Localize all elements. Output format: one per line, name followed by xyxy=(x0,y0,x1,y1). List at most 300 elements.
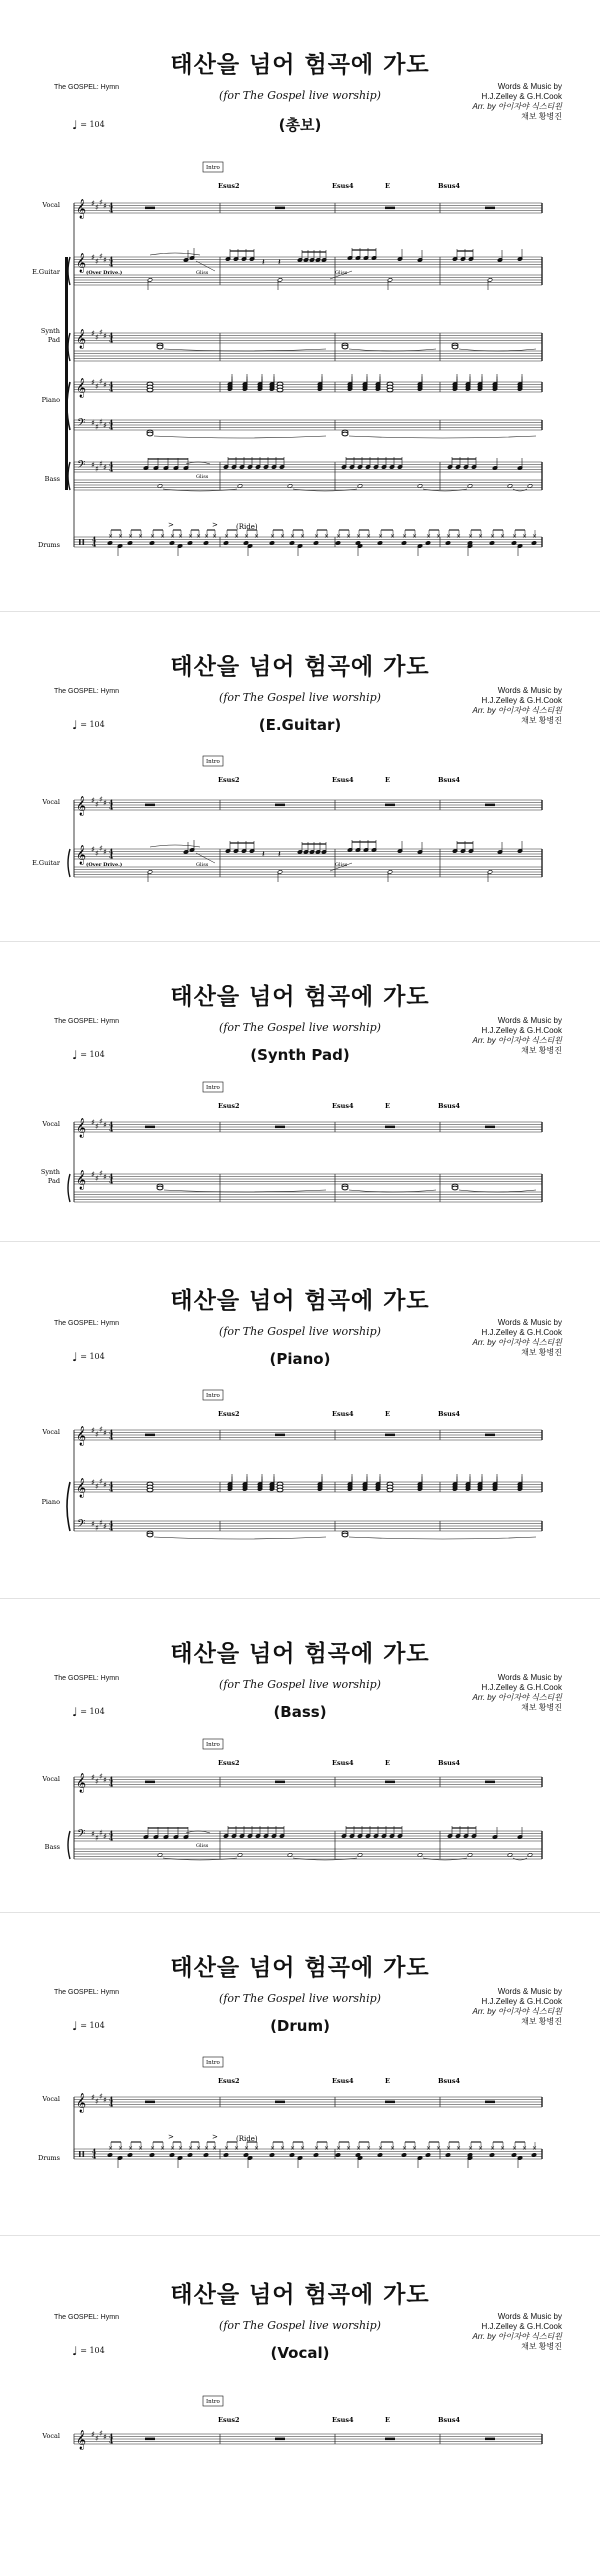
staff-brace xyxy=(68,849,70,877)
treble-clef: 𝄞 xyxy=(76,845,87,865)
cymbal-note: × xyxy=(290,533,296,540)
time-signature: 4 xyxy=(92,2153,97,2161)
credits-words-music: Words & Music by xyxy=(497,1318,562,1327)
time-signature: 4 xyxy=(109,207,114,215)
treble-clef: 𝄞 xyxy=(76,1118,87,1138)
cymbal-note: × xyxy=(436,533,442,540)
staff-pianoB xyxy=(74,417,542,438)
system-bracket xyxy=(65,257,68,490)
song-subtitle: (for The Gospel live worship) xyxy=(219,1678,381,1691)
cymbal-note: × xyxy=(366,2145,372,2152)
cymbal-note: × xyxy=(280,533,286,540)
quarter-note-icon: ♩ xyxy=(72,2019,78,2033)
cymbal-note: × xyxy=(270,533,276,540)
quarter-note-icon: ♩ xyxy=(72,2344,78,2358)
score-page xyxy=(0,2236,600,2572)
treble-clef: 𝄞 xyxy=(76,1773,87,1793)
chord-symbol: Esus2 xyxy=(218,2077,240,2085)
sharp-sign: ♯ xyxy=(91,1170,95,1179)
sharp-sign: ♯ xyxy=(95,1173,99,1183)
staff-pianoT xyxy=(74,1474,542,1498)
cymbal-note: × xyxy=(212,533,218,540)
staff-brace xyxy=(68,1174,70,1202)
sharp-sign: ♯ xyxy=(91,796,95,805)
sharp-sign: ♯ xyxy=(103,1428,107,1438)
chord-symbol: E xyxy=(385,776,390,784)
part-label: (Bass) xyxy=(273,1703,327,1721)
cymbal-note: × xyxy=(160,2145,166,2152)
chord-symbol: Esus2 xyxy=(218,776,240,784)
song-subtitle: (for The Gospel live worship) xyxy=(219,1992,381,2005)
time-signature: 4 xyxy=(109,332,114,340)
cymbal-note: × xyxy=(412,533,418,540)
whole-rest xyxy=(485,1126,495,1129)
sharp-sign: ♯ xyxy=(91,253,95,262)
hymn-label: The GOSPEL: Hymn xyxy=(54,1675,119,1682)
hymn-label: The GOSPEL: Hymn xyxy=(54,84,119,91)
instrument-label: E.Guitar xyxy=(32,268,60,276)
whole-rest xyxy=(485,2438,495,2441)
sharp-sign: ♯ xyxy=(95,332,99,342)
cymbal-note: × xyxy=(468,2145,474,2152)
credits-transcriber: 채보 황병진 xyxy=(521,1348,562,1357)
whole-rest xyxy=(145,1126,155,1129)
cymbal-note: × xyxy=(532,2145,538,2152)
cymbal-note: × xyxy=(412,2145,418,2152)
tie xyxy=(150,845,200,847)
rehearsal-mark: Intro xyxy=(206,759,220,765)
cymbal-note: × xyxy=(178,533,184,540)
instrument-label: Vocal xyxy=(42,1428,60,1436)
time-signature: 4 xyxy=(92,541,97,549)
treble-clef: 𝄞 xyxy=(76,1170,87,1190)
whole-note xyxy=(157,1186,163,1190)
cymbal-note: × xyxy=(512,2145,518,2152)
whole-rest xyxy=(145,2438,155,2441)
chord-symbol: Esus4 xyxy=(332,776,354,784)
chord-symbol: Bsus4 xyxy=(438,1410,461,1418)
whole-note xyxy=(342,432,348,436)
tempo-value: = 104 xyxy=(77,1707,105,1716)
tempo-value: = 104 xyxy=(77,120,105,129)
time-signature: 4 xyxy=(109,337,114,345)
staff-guitar xyxy=(68,840,542,882)
cymbal-note: × xyxy=(224,2145,230,2152)
credits-arranger: Arr. by 아이자야 식스티원 xyxy=(472,102,562,111)
tempo-value: = 104 xyxy=(77,720,105,729)
chord-symbol: E xyxy=(385,1102,390,1110)
cymbal-note: × xyxy=(456,533,462,540)
cymbal-note: × xyxy=(196,2145,202,2152)
staff-vocal xyxy=(74,1117,542,1138)
rest: 𝄽 xyxy=(262,850,265,860)
part-label: (Synth Pad) xyxy=(250,1046,350,1064)
gliss-text: Gliss xyxy=(196,474,209,480)
instrument-label: E.Guitar xyxy=(32,859,60,867)
tie xyxy=(459,1190,536,1192)
song-title: 태산을 넘어 험곡에 가도 xyxy=(170,2282,430,2308)
rehearsal-mark: Intro xyxy=(206,165,220,171)
tempo-value: = 104 xyxy=(77,2021,105,2030)
treble-clef: 𝄞 xyxy=(76,2093,87,2113)
whole-rest xyxy=(145,207,155,210)
drive-text: (Over Drive.) xyxy=(86,862,123,868)
whole-note xyxy=(147,388,153,392)
gliss-text: Gliss xyxy=(196,270,209,276)
cymbal-note: × xyxy=(178,2145,184,2152)
instrument-label: Vocal xyxy=(42,1120,60,1128)
instrument-label: Vocal xyxy=(42,2095,60,2103)
cymbal-note: × xyxy=(170,533,176,540)
sharp-sign: ♯ xyxy=(95,256,99,266)
chord-symbol: E xyxy=(385,2416,390,2424)
time-signature: 4 xyxy=(109,1835,114,1843)
time-signature: 4 xyxy=(109,2438,114,2446)
sharp-sign: ♯ xyxy=(95,2433,99,2443)
time-signature: 4 xyxy=(109,1429,114,1437)
sharp-sign: ♯ xyxy=(91,329,95,338)
sharp-sign: ♯ xyxy=(95,1481,99,1491)
song-subtitle: (for The Gospel live worship) xyxy=(219,2319,381,2332)
whole-note xyxy=(342,345,348,349)
rehearsal-mark: Intro xyxy=(206,1742,220,1748)
cymbal-note: × xyxy=(188,2145,194,2152)
instrument-label: Vocal xyxy=(42,201,60,209)
time-signature: 4 xyxy=(109,1178,114,1186)
sharp-sign: ♯ xyxy=(99,1476,103,1486)
whole-note xyxy=(452,1186,458,1190)
sharp-sign: ♯ xyxy=(103,2095,107,2105)
credits-composers: H.J.Zelley & G.H.Cook xyxy=(481,696,562,705)
chord-symbol: Bsus4 xyxy=(438,2416,461,2424)
credits-words-music: Words & Music by xyxy=(497,82,562,91)
tempo-value: = 104 xyxy=(77,1050,105,1059)
ride-text: (Ride) xyxy=(236,523,258,531)
treble-clef: 𝄞 xyxy=(76,378,87,398)
whole-rest xyxy=(275,804,285,807)
sharp-sign: ♯ xyxy=(99,794,103,804)
gliss-text: Gliss xyxy=(196,862,209,868)
sharp-sign: ♯ xyxy=(99,376,103,386)
cymbal-note: × xyxy=(446,2145,452,2152)
cymbal-note: × xyxy=(436,2145,442,2152)
part-label: (E.Guitar) xyxy=(258,716,342,734)
instrument-label: Drums xyxy=(37,541,60,549)
song-title: 태산을 넘어 험곡에 가도 xyxy=(170,1288,430,1314)
sharp-sign: ♯ xyxy=(91,2430,95,2439)
accent: > xyxy=(168,521,174,529)
cymbal-note: × xyxy=(402,533,408,540)
staff-vocal xyxy=(74,1425,542,1446)
cymbal-note: × xyxy=(500,533,506,540)
cymbal-note: × xyxy=(366,533,372,540)
chord-symbol: Esus2 xyxy=(218,1102,240,1110)
sharp-sign: ♯ xyxy=(95,1121,99,1131)
whole-rest xyxy=(385,2101,395,2104)
treble-clef: 𝄞 xyxy=(76,199,87,219)
whole-rest xyxy=(145,1781,155,1784)
quarter-note-icon: ♩ xyxy=(72,718,78,732)
treble-clef: 𝄞 xyxy=(76,2430,87,2450)
sharp-sign: ♯ xyxy=(91,199,95,208)
score-page xyxy=(0,612,600,942)
sharp-sign: ♯ xyxy=(103,1172,107,1182)
score-system xyxy=(0,1242,600,1599)
cymbal-note: × xyxy=(128,2145,134,2152)
sharp-sign: ♯ xyxy=(99,251,103,261)
instrument-label: Synth xyxy=(40,327,60,335)
credits-transcriber: 채보 황병진 xyxy=(521,716,562,725)
part-label: (Piano) xyxy=(269,1350,331,1368)
time-signature: 4 xyxy=(109,1520,114,1528)
cymbal-note: × xyxy=(490,2145,496,2152)
bass-clef: 𝄢 xyxy=(77,459,86,474)
credits-composers: H.J.Zelley & G.H.Cook xyxy=(481,1683,562,1692)
gliss-text: Gliss xyxy=(335,862,348,868)
sharp-sign: ♯ xyxy=(91,1773,95,1782)
chord-symbol: Bsus4 xyxy=(438,2077,461,2085)
time-signature: 4 xyxy=(109,1776,114,1784)
chord-symbol: E xyxy=(385,1410,390,1418)
cymbal-note: × xyxy=(426,533,432,540)
sharp-sign: ♯ xyxy=(99,459,103,469)
chord-symbol: Esus4 xyxy=(332,1759,354,1767)
score-system xyxy=(0,942,600,1242)
sharp-sign: ♯ xyxy=(103,380,107,390)
staff-vocal xyxy=(74,795,542,816)
cymbal-note: × xyxy=(118,2145,124,2152)
whole-note xyxy=(342,1186,348,1190)
cymbal-note: × xyxy=(234,2145,240,2152)
cymbal-note: × xyxy=(390,2145,396,2152)
chord-symbol: Bsus4 xyxy=(438,1102,461,1110)
time-signature: 4 xyxy=(109,1481,114,1489)
credits-words-music: Words & Music by xyxy=(497,1987,562,1996)
sharp-sign: ♯ xyxy=(91,1829,95,1839)
whole-note xyxy=(277,388,283,392)
credits-transcriber: 채보 황병진 xyxy=(521,1703,562,1712)
instrument-label: Piano xyxy=(41,396,60,404)
credits-composers: H.J.Zelley & G.H.Cook xyxy=(481,2322,562,2331)
time-signature: 4 xyxy=(109,1173,114,1181)
time-signature: 4 xyxy=(92,2148,97,2156)
tie xyxy=(164,1190,326,1192)
time-signature: 4 xyxy=(109,799,114,807)
whole-rest xyxy=(275,207,285,210)
rehearsal-mark: Intro xyxy=(206,1393,220,1399)
hymn-label: The GOSPEL: Hymn xyxy=(54,1320,119,1327)
cymbal-note: × xyxy=(212,2145,218,2152)
credits-transcriber: 채보 황병진 xyxy=(521,2017,562,2026)
time-signature: 4 xyxy=(109,381,114,389)
whole-note xyxy=(147,1488,153,1492)
cymbal-note: × xyxy=(300,533,306,540)
instrument-label: Bass xyxy=(44,1843,60,1851)
sharp-sign: ♯ xyxy=(103,463,107,472)
cymbal-note: × xyxy=(300,2145,306,2152)
bass-clef: 𝄢 xyxy=(77,417,86,432)
whole-rest xyxy=(275,2101,285,2104)
cymbal-note: × xyxy=(150,533,156,540)
sharp-sign: ♯ xyxy=(91,460,95,470)
score-system xyxy=(0,0,600,612)
credits-composers: H.J.Zelley & G.H.Cook xyxy=(481,92,562,101)
rehearsal-mark: Intro xyxy=(206,2060,220,2066)
time-signature: 4 xyxy=(109,261,114,269)
cymbal-note: × xyxy=(478,2145,484,2152)
song-subtitle: (for The Gospel live worship) xyxy=(219,89,381,102)
tie xyxy=(154,436,326,438)
time-signature: 4 xyxy=(109,202,114,210)
credits-transcriber: 채보 황병진 xyxy=(521,1046,562,1055)
time-signature: 4 xyxy=(109,1434,114,1442)
tie xyxy=(150,253,200,255)
whole-note xyxy=(147,1533,153,1537)
cymbal-note: × xyxy=(138,2145,144,2152)
sharp-sign: ♯ xyxy=(95,1833,99,1843)
score-system xyxy=(0,612,600,942)
chord-symbol: Bsus4 xyxy=(438,776,461,784)
sharp-sign: ♯ xyxy=(91,2093,95,2102)
bass-clef: 𝄢 xyxy=(77,1518,86,1533)
staff-guitar xyxy=(68,248,542,290)
piano-brace xyxy=(67,1482,70,1531)
cymbal-note: × xyxy=(270,2145,276,2152)
credits-arranger: Arr. by 아이자야 식스티원 xyxy=(472,1693,562,1702)
time-signature: 4 xyxy=(109,1486,114,1494)
cymbal-note: × xyxy=(532,533,538,540)
cymbal-note: × xyxy=(314,533,320,540)
chord-symbol: Bsus4 xyxy=(438,182,461,190)
instrument-label: Vocal xyxy=(42,2432,60,2440)
time-signature: 4 xyxy=(109,2101,114,2109)
sharp-sign: ♯ xyxy=(103,421,107,430)
treble-clef: 𝄞 xyxy=(76,1426,87,1446)
rehearsal-mark: Intro xyxy=(206,1085,220,1091)
staff-vocal xyxy=(74,2092,542,2113)
cymbal-note: × xyxy=(324,533,330,540)
sharp-sign: ♯ xyxy=(95,848,99,858)
cymbal-note: × xyxy=(522,2145,528,2152)
instrument-label: Synth xyxy=(40,1168,60,1176)
staff-brace xyxy=(68,333,70,361)
cymbal-note: × xyxy=(138,533,144,540)
credits-arranger: Arr. by 아이자야 식스티원 xyxy=(472,1036,562,1045)
staff-brace xyxy=(68,462,70,490)
cymbal-note: × xyxy=(244,2145,250,2152)
whole-rest xyxy=(145,804,155,807)
hymn-label: The GOSPEL: Hymn xyxy=(54,2314,119,2321)
quarter-note-icon: ♩ xyxy=(72,118,78,132)
whole-rest xyxy=(275,1126,285,1129)
song-title: 태산을 넘어 험곡에 가도 xyxy=(170,52,430,78)
accent: > xyxy=(168,2133,174,2141)
score-page xyxy=(0,0,600,612)
rest: 𝄽 xyxy=(278,850,281,860)
sharp-sign: ♯ xyxy=(91,1478,95,1487)
song-title: 태산을 넘어 험곡에 가도 xyxy=(170,1955,430,1981)
whole-rest xyxy=(485,207,495,210)
chord-symbol: Esus2 xyxy=(218,1410,240,1418)
sharp-sign: ♯ xyxy=(103,255,107,265)
cymbal-note: × xyxy=(224,533,230,540)
time-signature: 4 xyxy=(109,256,114,264)
sharp-sign: ♯ xyxy=(95,202,99,212)
song-title: 태산을 넘어 험곡에 가도 xyxy=(170,654,430,680)
score-page xyxy=(0,942,600,1242)
credits-arranger: Arr. by 아이자야 식스티원 xyxy=(472,1338,562,1347)
cymbal-note: × xyxy=(324,2145,330,2152)
cymbal-note: × xyxy=(500,2145,506,2152)
cymbal-note: × xyxy=(128,533,134,540)
staff-bass xyxy=(68,457,542,491)
accent: > xyxy=(212,521,218,529)
cymbal-note: × xyxy=(254,533,260,540)
sharp-sign: ♯ xyxy=(103,331,107,341)
whole-rest xyxy=(485,804,495,807)
cymbal-note: × xyxy=(346,2145,352,2152)
time-signature: 4 xyxy=(109,853,114,861)
credits-words-music: Words & Music by xyxy=(497,2312,562,2321)
hymn-label: The GOSPEL: Hymn xyxy=(54,1018,119,1025)
tie xyxy=(349,1537,536,1539)
staff-pad xyxy=(68,328,542,361)
sharp-sign: ♯ xyxy=(95,422,99,432)
cymbal-note: × xyxy=(290,2145,296,2152)
whole-rest xyxy=(485,2101,495,2104)
cymbal-note: × xyxy=(108,533,114,540)
whole-rest xyxy=(385,804,395,807)
treble-clef: 𝄞 xyxy=(76,253,87,273)
rest: 𝄽 xyxy=(262,258,265,268)
cymbal-note: × xyxy=(150,2145,156,2152)
chord-symbol: Esus4 xyxy=(332,2416,354,2424)
cymbal-note: × xyxy=(196,533,202,540)
cymbal-note: × xyxy=(356,533,362,540)
whole-rest xyxy=(485,1781,495,1784)
whole-rest xyxy=(385,2438,395,2441)
instrument-label: Piano xyxy=(41,1498,60,1506)
credits-arranger: Arr. by 아이자야 식스티원 xyxy=(472,706,562,715)
time-signature: 4 xyxy=(109,1830,114,1838)
time-signature: 4 xyxy=(92,536,97,544)
cymbal-note: × xyxy=(522,533,528,540)
whole-note xyxy=(147,432,153,436)
gliss-text: Gliss xyxy=(196,1843,209,1849)
whole-rest xyxy=(385,207,395,210)
staff-drums xyxy=(74,521,542,556)
tie xyxy=(349,436,536,438)
sharp-sign: ♯ xyxy=(103,201,107,211)
chord-symbol: Esus4 xyxy=(332,2077,354,2085)
score-page xyxy=(0,1242,600,1599)
time-signature: 4 xyxy=(109,2096,114,2104)
staff-bass xyxy=(68,1826,542,1860)
ride-text: (Ride) xyxy=(236,2135,258,2143)
whole-rest xyxy=(385,1434,395,1437)
score-page xyxy=(0,1599,600,1913)
sharp-sign: ♯ xyxy=(99,1828,103,1838)
sharp-sign: ♯ xyxy=(95,2096,99,2106)
staff-brace xyxy=(68,257,70,285)
sharp-sign: ♯ xyxy=(103,798,107,808)
whole-rest xyxy=(275,1434,285,1437)
treble-clef: 𝄞 xyxy=(76,796,87,816)
bass-clef: 𝄢 xyxy=(77,1828,86,1843)
part-label: (Vocal) xyxy=(270,2344,330,2362)
song-title: 태산을 넘어 험곡에 가도 xyxy=(170,1641,430,1667)
credits-words-music: Words & Music by xyxy=(497,1673,562,1682)
